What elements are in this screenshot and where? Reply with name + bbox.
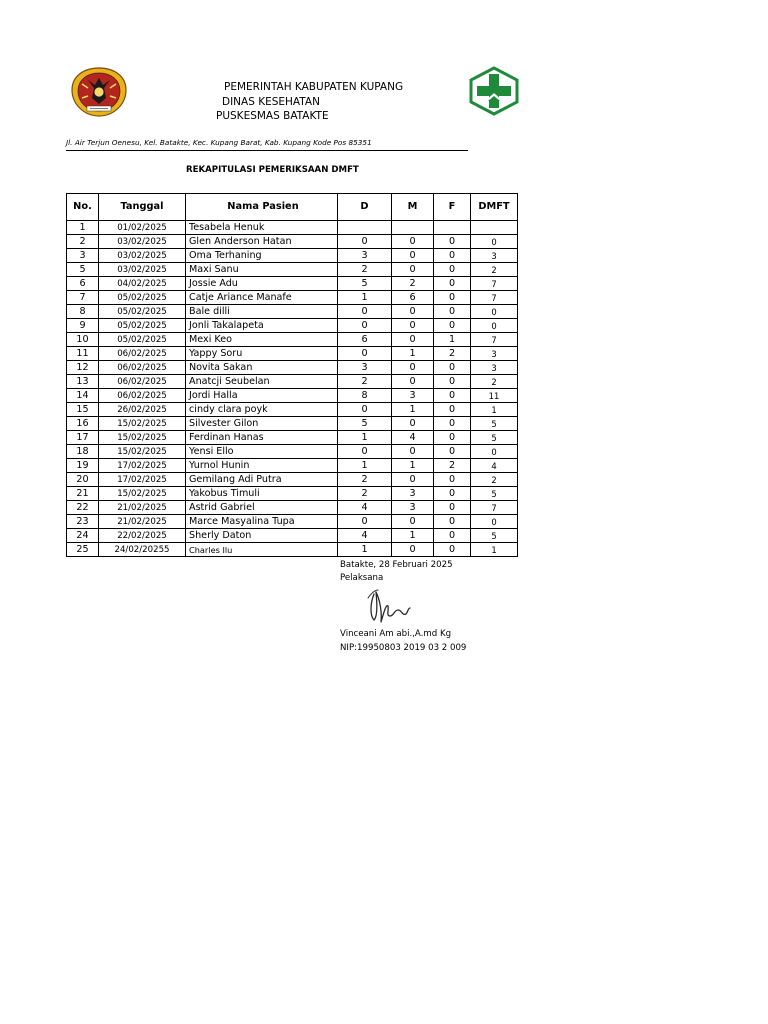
cell-nama-pasien: Maxi Sanu (186, 263, 338, 277)
cell-dmft: 0 (471, 515, 518, 529)
cell-d: 1 (338, 459, 392, 473)
cell-f: 2 (434, 347, 471, 361)
cell-nama-pasien: Jossie Adu (186, 277, 338, 291)
header-divider (66, 150, 468, 151)
cell-dmft: 5 (471, 487, 518, 501)
table-row (67, 333, 518, 347)
cell-m: 1 (392, 459, 434, 473)
address-text: Jl. Air Terjun Oenesu, Kel. Batakte, Kec. Kupang Barat, Kab. Kupang Kode Pos 85351 (66, 138, 372, 147)
table-row (67, 403, 518, 417)
cell-nama-pasien: Ferdinan Hanas (186, 431, 338, 445)
cell-d: 3 (338, 249, 392, 263)
cell-f (434, 221, 471, 235)
cell-tanggal: 15/02/2025 (99, 417, 186, 431)
cell-tanggal: 17/02/2025 (99, 473, 186, 487)
cell-tanggal: 21/02/2025 (99, 515, 186, 529)
cell-d: 0 (338, 305, 392, 319)
cell-m: 0 (392, 235, 434, 249)
cell-f: 0 (434, 389, 471, 403)
cell-f: 0 (434, 277, 471, 291)
cell-f: 2 (434, 459, 471, 473)
table-row (67, 487, 518, 501)
handwritten-signature-icon (364, 586, 416, 630)
cell-dmft (471, 221, 518, 235)
table-row (67, 361, 518, 375)
cell-f: 0 (434, 235, 471, 249)
cell-dmft: 7 (471, 277, 518, 291)
cell-dmft: 2 (471, 375, 518, 389)
cell-nama-pasien: Anatcji Seubelan (186, 375, 338, 389)
cell-dmft: 2 (471, 473, 518, 487)
table-row (67, 515, 518, 529)
table-row (67, 221, 518, 235)
cell-tanggal: 05/02/2025 (99, 319, 186, 333)
cell-no: 2 (67, 235, 99, 249)
cell-no: 13 (67, 375, 99, 389)
cell-no: 22 (67, 501, 99, 515)
cell-tanggal: 05/02/2025 (99, 333, 186, 347)
cell-no: 19 (67, 459, 99, 473)
cell-d: 2 (338, 487, 392, 501)
table-row (67, 543, 518, 557)
table-row (67, 417, 518, 431)
table-row (67, 263, 518, 277)
cell-no: 12 (67, 361, 99, 375)
header-nama-pasien: Nama Pasien (186, 194, 338, 221)
signature-name: Vinceani Am abi.,A.md Kg (340, 629, 452, 639)
cell-d: 1 (338, 291, 392, 305)
cell-tanggal: 06/02/2025 (99, 361, 186, 375)
cell-d: 4 (338, 501, 392, 515)
cell-dmft: 11 (471, 389, 518, 403)
cell-nama-pasien: Novita Sakan (186, 361, 338, 375)
cell-no: 16 (67, 417, 99, 431)
cell-dmft: 7 (471, 333, 518, 347)
header-no: No. (67, 194, 99, 221)
cell-d: 1 (338, 431, 392, 445)
cell-f: 0 (434, 501, 471, 515)
table-row (67, 291, 518, 305)
cell-no: 21 (67, 487, 99, 501)
cell-d: 0 (338, 235, 392, 249)
signature-role: Pelaksana (340, 573, 384, 583)
cell-no: 7 (67, 291, 99, 305)
table-row (67, 501, 518, 515)
cell-dmft: 0 (471, 305, 518, 319)
signature-nip: NIP:19950803 2019 03 2 009 (340, 643, 467, 653)
cell-d: 5 (338, 417, 392, 431)
cell-m: 0 (392, 263, 434, 277)
header-government: PEMERINTAH KABUPATEN KUPANG (224, 81, 404, 93)
cell-tanggal: 24/02/20255 (99, 543, 186, 557)
table-row (67, 305, 518, 319)
cell-tanggal: 01/02/2025 (99, 221, 186, 235)
table-row (67, 431, 518, 445)
cell-f: 0 (434, 487, 471, 501)
table-row (67, 473, 518, 487)
cell-f: 0 (434, 375, 471, 389)
cell-d: 2 (338, 375, 392, 389)
cell-m: 6 (392, 291, 434, 305)
cell-f: 0 (434, 319, 471, 333)
cell-d: 0 (338, 515, 392, 529)
cell-d: 0 (338, 445, 392, 459)
cell-tanggal: 06/02/2025 (99, 389, 186, 403)
cell-m: 0 (392, 417, 434, 431)
cell-f: 0 (434, 445, 471, 459)
cell-nama-pasien: Yappy Soru (186, 347, 338, 361)
header-department: DINAS KESEHATAN (222, 96, 320, 108)
cell-m: 0 (392, 361, 434, 375)
cell-nama-pasien: Glen Anderson Hatan (186, 235, 338, 249)
cell-d: 0 (338, 347, 392, 361)
table-row (67, 389, 518, 403)
cell-tanggal: 21/02/2025 (99, 501, 186, 515)
cell-tanggal: 03/02/2025 (99, 249, 186, 263)
cell-m: 0 (392, 515, 434, 529)
header-f: F (434, 194, 471, 221)
cell-no: 15 (67, 403, 99, 417)
cell-f: 0 (434, 305, 471, 319)
cell-m: 0 (392, 375, 434, 389)
cell-f: 1 (434, 333, 471, 347)
cell-m: 0 (392, 319, 434, 333)
cell-nama-pasien: cindy clara poyk (186, 403, 338, 417)
cell-tanggal: 17/02/2025 (99, 459, 186, 473)
cell-no: 20 (67, 473, 99, 487)
cell-nama-pasien: Yurnol Hunin (186, 459, 338, 473)
cell-tanggal: 15/02/2025 (99, 445, 186, 459)
cell-nama-pasien: Mexi Keo (186, 333, 338, 347)
cell-f: 0 (434, 291, 471, 305)
cell-m: 0 (392, 333, 434, 347)
cell-nama-pasien: Yensi Ello (186, 445, 338, 459)
cell-dmft: 4 (471, 459, 518, 473)
cell-m: 0 (392, 445, 434, 459)
cell-d: 0 (338, 319, 392, 333)
cell-d: 2 (338, 263, 392, 277)
cell-m: 3 (392, 501, 434, 515)
puskesmas-logo-icon (468, 66, 520, 116)
cell-no: 9 (67, 319, 99, 333)
cell-nama-pasien: Oma Terhaning (186, 249, 338, 263)
cell-f: 0 (434, 249, 471, 263)
cell-nama-pasien: Catje Ariance Manafe (186, 291, 338, 305)
signature-place-date: Batakte, 28 Februari 2025 (340, 560, 453, 570)
cell-f: 0 (434, 361, 471, 375)
cell-no: 1 (67, 221, 99, 235)
cell-m: 1 (392, 403, 434, 417)
cell-tanggal: 15/02/2025 (99, 487, 186, 501)
cell-d: 2 (338, 473, 392, 487)
cell-no: 5 (67, 263, 99, 277)
cell-dmft: 0 (471, 319, 518, 333)
cell-m: 1 (392, 529, 434, 543)
cell-nama-pasien: Bale dilli (186, 305, 338, 319)
cell-nama-pasien: Yakobus Timuli (186, 487, 338, 501)
table-row (67, 529, 518, 543)
cell-dmft: 7 (471, 501, 518, 515)
cell-dmft: 5 (471, 529, 518, 543)
cell-d: 0 (338, 403, 392, 417)
cell-dmft: 1 (471, 403, 518, 417)
cell-dmft: 0 (471, 445, 518, 459)
cell-no: 25 (67, 543, 99, 557)
cell-f: 0 (434, 529, 471, 543)
header-m: M (392, 194, 434, 221)
cell-nama-pasien: Marce Masyalina Tupa (186, 515, 338, 529)
cell-m: 0 (392, 543, 434, 557)
cell-no: 18 (67, 445, 99, 459)
header-tanggal: Tanggal (99, 194, 186, 221)
cell-f: 0 (434, 473, 471, 487)
cell-nama-pasien: Astrid Gabriel (186, 501, 338, 515)
cell-tanggal: 04/02/2025 (99, 277, 186, 291)
cell-no: 3 (67, 249, 99, 263)
table-row (67, 347, 518, 361)
cell-dmft: 3 (471, 249, 518, 263)
cell-m: 3 (392, 487, 434, 501)
cell-dmft: 7 (471, 291, 518, 305)
table-body (67, 221, 518, 557)
cell-dmft: 3 (471, 347, 518, 361)
cell-tanggal: 22/02/2025 (99, 529, 186, 543)
cell-tanggal: 03/02/2025 (99, 263, 186, 277)
cell-no: 14 (67, 389, 99, 403)
cell-tanggal: 03/02/2025 (99, 235, 186, 249)
cell-m: 0 (392, 473, 434, 487)
cell-no: 6 (67, 277, 99, 291)
cell-d: 4 (338, 529, 392, 543)
cell-tanggal: 05/02/2025 (99, 291, 186, 305)
cell-m: 1 (392, 347, 434, 361)
table-row (67, 277, 518, 291)
table-row (67, 459, 518, 473)
header-d: D (338, 194, 392, 221)
header-dmft: DMFT (471, 194, 518, 221)
cell-tanggal: 26/02/2025 (99, 403, 186, 417)
cell-no: 11 (67, 347, 99, 361)
header-puskesmas: PUSKESMAS BATAKTE (216, 110, 329, 122)
cell-dmft: 5 (471, 431, 518, 445)
cell-tanggal: 06/02/2025 (99, 375, 186, 389)
table-row (67, 375, 518, 389)
report-title: REKAPITULASI PEMERIKSAAN DMFT (186, 165, 359, 175)
cell-nama-pasien: Jonli Takalapeta (186, 319, 338, 333)
table-row (67, 319, 518, 333)
cell-m: 2 (392, 277, 434, 291)
table-row (67, 235, 518, 249)
table-header-row (67, 194, 518, 221)
cell-dmft: 1 (471, 543, 518, 557)
cell-nama-pasien: Silvester Gilon (186, 417, 338, 431)
cell-nama-pasien: Gemilang Adi Putra (186, 473, 338, 487)
cell-f: 0 (434, 263, 471, 277)
cell-m: 3 (392, 389, 434, 403)
cell-d: 8 (338, 389, 392, 403)
cell-tanggal: 15/02/2025 (99, 431, 186, 445)
cell-d (338, 221, 392, 235)
kupang-emblem-icon (70, 66, 128, 118)
cell-tanggal: 06/02/2025 (99, 347, 186, 361)
cell-m: 0 (392, 249, 434, 263)
table-row (67, 249, 518, 263)
cell-m: 0 (392, 305, 434, 319)
cell-no: 24 (67, 529, 99, 543)
cell-dmft: 0 (471, 235, 518, 249)
cell-no: 23 (67, 515, 99, 529)
cell-nama-pasien: Jordi Halla (186, 389, 338, 403)
cell-f: 0 (434, 543, 471, 557)
cell-tanggal: 05/02/2025 (99, 305, 186, 319)
cell-dmft: 3 (471, 361, 518, 375)
cell-nama-pasien: Tesabela Henuk (186, 221, 338, 235)
cell-nama-pasien: Sherly Daton (186, 529, 338, 543)
cell-dmft: 2 (471, 263, 518, 277)
cell-m (392, 221, 434, 235)
cell-nama-pasien: Charles Ilu (186, 543, 338, 557)
cell-d: 6 (338, 333, 392, 347)
cell-f: 0 (434, 515, 471, 529)
cell-no: 17 (67, 431, 99, 445)
table-row (67, 445, 518, 459)
cell-no: 8 (67, 305, 99, 319)
cell-m: 4 (392, 431, 434, 445)
cell-f: 0 (434, 431, 471, 445)
cell-d: 1 (338, 543, 392, 557)
cell-d: 5 (338, 277, 392, 291)
cell-f: 0 (434, 417, 471, 431)
cell-d: 3 (338, 361, 392, 375)
cell-no: 10 (67, 333, 99, 347)
cell-f: 0 (434, 403, 471, 417)
cell-dmft: 5 (471, 417, 518, 431)
dmft-table (66, 193, 518, 557)
